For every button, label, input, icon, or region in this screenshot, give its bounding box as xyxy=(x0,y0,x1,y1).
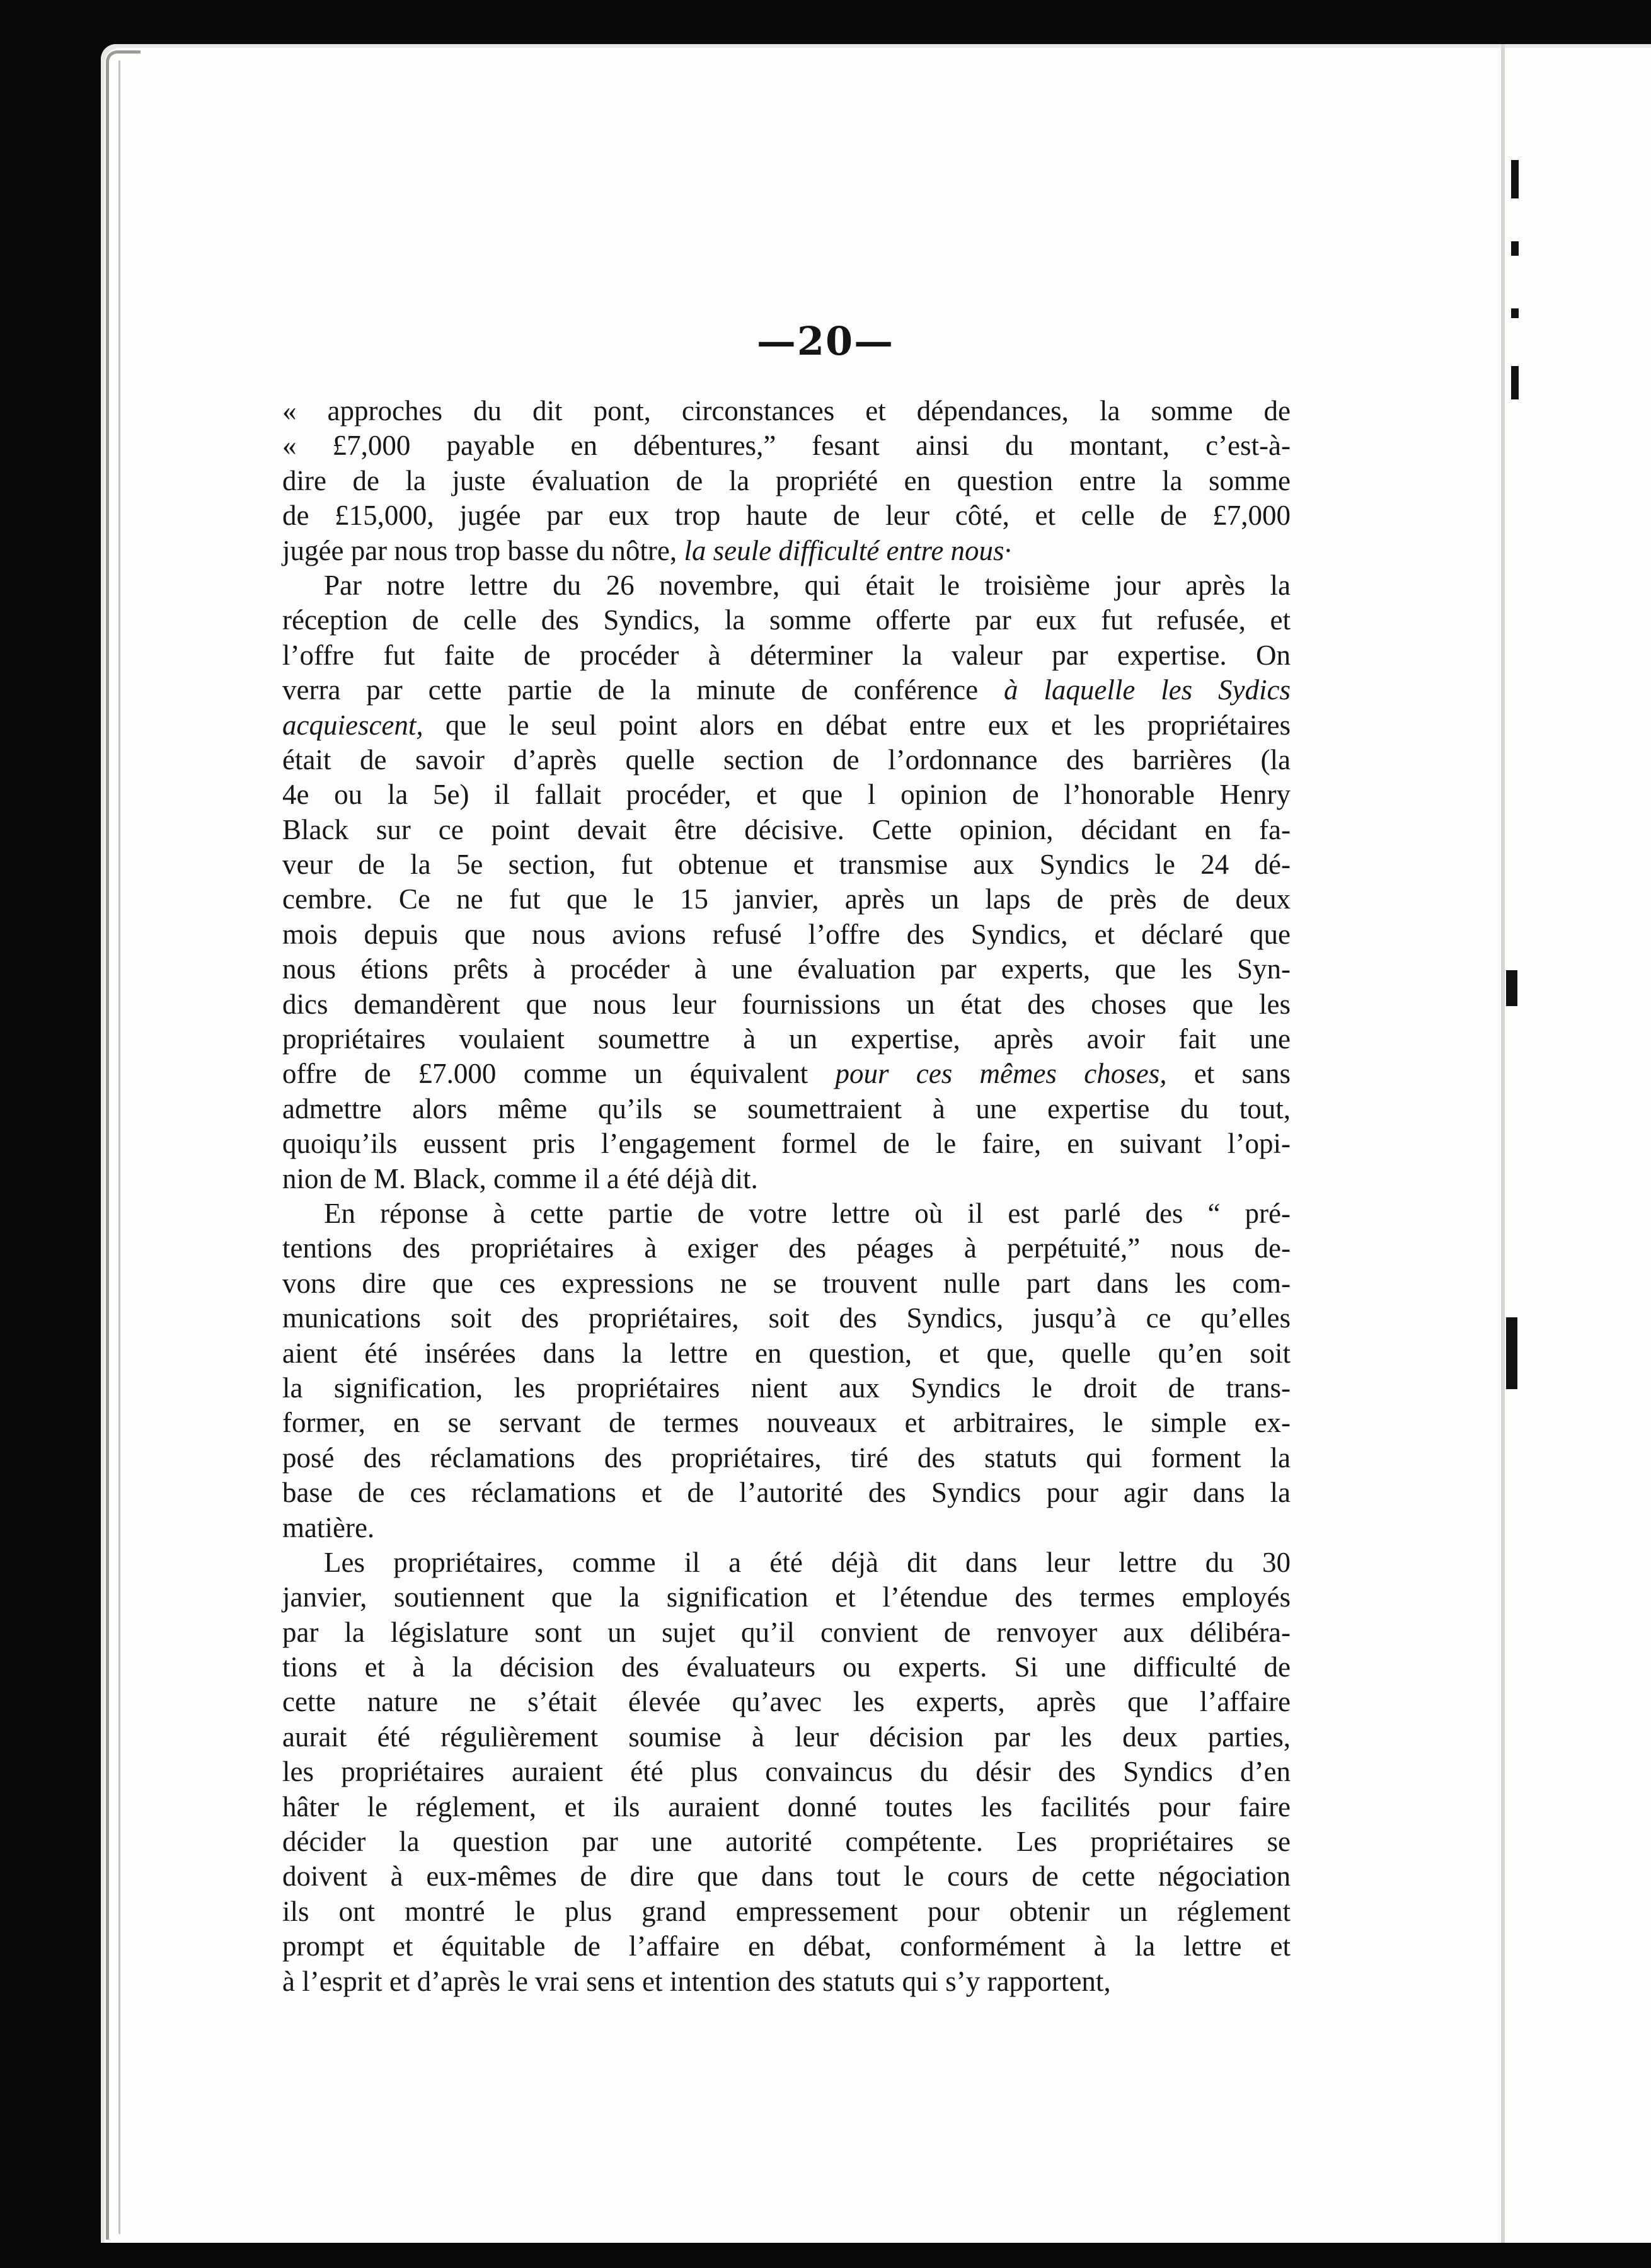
facing-page-bleed-top xyxy=(1511,160,1519,399)
text-line xyxy=(282,1022,1291,1057)
text-line xyxy=(282,1790,1291,1824)
text-run: doivent à eux-mêmes de dire que dans tout le cours de cette négociation xyxy=(282,1860,1291,1893)
text-run: mois depuis que nous avions refusé l’offre des Syndics, et déclaré que xyxy=(282,918,1291,950)
text-line xyxy=(282,1894,1291,1929)
text-line xyxy=(282,1580,1291,1615)
text-line xyxy=(282,638,1291,673)
text-run: cembre. Ce ne fut que le 15 janvier, après un laps de près de deux xyxy=(282,883,1291,915)
text-run: posé des réclamations des propriétaires, tiré des statuts qui forment la xyxy=(282,1441,1291,1474)
text-line xyxy=(282,1475,1291,1510)
text-run: dire de la juste évaluation de la propriété en question entre la somme xyxy=(282,464,1291,496)
text-run: munications soit des propriétaires, soit des Syndics, jusqu’à ce qu’elles xyxy=(282,1302,1291,1334)
text-run: décider la question par une autorité compétente. Les propriétaires se xyxy=(282,1826,1291,1858)
text-run: la signification, les propriétaires nient aux Syndics le droit de trans- xyxy=(282,1372,1291,1404)
text-line xyxy=(282,568,1291,603)
body-text xyxy=(282,394,1291,1999)
text-line xyxy=(282,673,1291,707)
text-run: ils ont montré le plus grand empressement pour obtenir un réglement xyxy=(282,1895,1291,1927)
page-gutter xyxy=(1501,44,1505,2243)
text-line xyxy=(282,1336,1291,1371)
text-line xyxy=(282,1092,1291,1126)
italic-run: la seule difficulté entre nous· xyxy=(684,534,1011,566)
text-run: nion de M. Black, comme il a été déjà dit. xyxy=(282,1162,758,1194)
text-line xyxy=(282,1057,1291,1091)
text-run: jugée par nous trop basse du nôtre, xyxy=(282,534,677,566)
text-run: Par notre lettre du 26 novembre, qui était le troisième jour après la xyxy=(324,569,1291,601)
text-line xyxy=(282,394,1291,428)
text-run: aient été insérées dans la lettre en question, et que, quelle qu’en soit xyxy=(282,1337,1291,1369)
text-line xyxy=(282,1371,1291,1406)
text-run: « £7,000 payable en débentures,” fesant ainsi du montant, c’est-à- xyxy=(282,430,1291,462)
text-run: former, en se servant de termes nouveaux et arbitraires, le simple ex- xyxy=(282,1407,1291,1439)
text-line xyxy=(282,708,1291,743)
text-run: quoiqu’ils eussent pris l’engagement formel de le faire, en suivant l’opi- xyxy=(282,1128,1291,1160)
text-line xyxy=(282,1266,1291,1301)
text-line xyxy=(282,428,1291,463)
text-line xyxy=(282,917,1291,952)
text-line xyxy=(282,882,1291,917)
text-line xyxy=(282,603,1291,638)
italic-run: acquiescent, xyxy=(282,709,423,741)
text-run: de £15,000, jugée par eux trop haute de leur côté, et celle de £7,000 xyxy=(282,500,1291,532)
facing-page-bleed-middle xyxy=(1506,970,1517,1569)
text-run: 4e ou la 5e) il fallait procéder, et que l opinion de l’honorable Henry xyxy=(282,779,1291,811)
italic-run: à laquelle les Sydics xyxy=(1003,674,1291,706)
text-line xyxy=(282,1126,1291,1161)
page-number: —20— xyxy=(756,318,895,364)
text-run: aurait été régulièrement soumise à leur décision par les deux parties, xyxy=(282,1721,1291,1753)
text-run: les propriétaires auraient été plus convaincus du désir des Syndics d’en xyxy=(282,1756,1291,1788)
text-run: En réponse à cette partie de votre lettre où il est parlé des “ pré- xyxy=(324,1197,1291,1229)
text-run: janvier, soutiennent que la signification et l’étendue des termes employés xyxy=(282,1581,1291,1613)
text-run: veur de la 5e section, fut obtenue et transmise aux Syndics le 24 dé- xyxy=(282,849,1291,881)
text-run: « approches du dit pont, circonstances et dépendances, la somme de xyxy=(282,395,1291,427)
text-line xyxy=(282,847,1291,882)
text-run: verra par cette partie de la minute de conférence xyxy=(282,674,979,706)
text-run: réception de celle des Syndics, la somme offerte par eux fut refusée, et xyxy=(282,604,1291,636)
text-line xyxy=(282,1196,1291,1231)
text-line xyxy=(282,1929,1291,1964)
text-run: Black sur ce point devait être décisive. Cette opinion, décidant en fa- xyxy=(282,813,1291,845)
text-run: matière. xyxy=(282,1511,375,1544)
text-run: cette nature ne s’était élevée qu’avec les experts, après que l’affaire xyxy=(282,1686,1291,1718)
text-run: était de savoir d’après quelle section de l’ordonnance des barrières (la xyxy=(282,743,1291,776)
text-line xyxy=(282,743,1291,777)
text-line xyxy=(282,1545,1291,1580)
text-line xyxy=(282,1755,1291,1789)
text-line xyxy=(282,1859,1291,1894)
text-line xyxy=(282,1650,1291,1685)
text-run: par la législature sont un sujet qu’il convient de renvoyer aux délibéra- xyxy=(282,1616,1291,1648)
text-line xyxy=(282,1720,1291,1755)
text-line xyxy=(282,813,1291,847)
text-run: dics demandèrent que nous leur fournissions un état des choses que les xyxy=(282,988,1291,1020)
text-run: offre de £7.000 comme un équivalent xyxy=(282,1058,808,1090)
text-line xyxy=(282,987,1291,1022)
text-line xyxy=(282,1685,1291,1719)
text-line xyxy=(282,498,1291,533)
text-line xyxy=(282,777,1291,812)
text-run: propriétaires voulaient soumettre à un expertise, après avoir fait une xyxy=(282,1023,1291,1055)
text-line xyxy=(282,1511,1291,1545)
text-line xyxy=(282,1162,1291,1196)
text-line xyxy=(282,1824,1291,1859)
text-run: vons dire que ces expressions ne se trouvent nulle part dans les com- xyxy=(282,1267,1291,1299)
text-run: tentions des propriétaires à exiger des péages à perpétuité,” nous de- xyxy=(282,1232,1291,1264)
text-line xyxy=(282,464,1291,498)
text-run: admettre alors même qu’ils se soumettraient à une expertise du tout, xyxy=(282,1092,1291,1125)
text-run: que le seul point alors en débat entre eux et les propriétaires xyxy=(445,709,1291,741)
italic-run: pour ces mêmes choses, xyxy=(835,1058,1167,1090)
text-line xyxy=(282,534,1291,568)
text-run: hâter le réglement, et ils auraient donné toutes les facilités pour faire xyxy=(282,1790,1291,1823)
text-run: Les propriétaires, comme il a été déjà dit dans leur lettre du 30 xyxy=(324,1546,1291,1578)
text-run: tions et à la décision des évaluateurs ou experts. Si une difficulté de xyxy=(282,1651,1291,1683)
text-line xyxy=(282,1615,1291,1650)
text-run: et sans xyxy=(1194,1058,1291,1090)
text-line xyxy=(282,1406,1291,1440)
text-line xyxy=(282,1441,1291,1475)
text-line xyxy=(282,1964,1291,1999)
text-run: base de ces réclamations et de l’autorité des Syndics pour agir dans la xyxy=(282,1477,1291,1509)
text-run: l’offre fut faite de procéder à déterminer la valeur par expertise. On xyxy=(282,639,1291,671)
text-run: nous étions prêts à procéder à une évaluation par experts, que les Syn- xyxy=(282,953,1291,985)
text-line xyxy=(282,1301,1291,1336)
page-stack-edge-inner xyxy=(118,60,146,2234)
text-line xyxy=(282,952,1291,987)
text-line xyxy=(282,1231,1291,1266)
text-run: à l’esprit et d’après le vrai sens et intention des statuts qui s’y rapportent, xyxy=(282,1965,1111,1997)
text-run: prompt et équitable de l’affaire en débat, conformément à la lettre et xyxy=(282,1930,1291,1962)
